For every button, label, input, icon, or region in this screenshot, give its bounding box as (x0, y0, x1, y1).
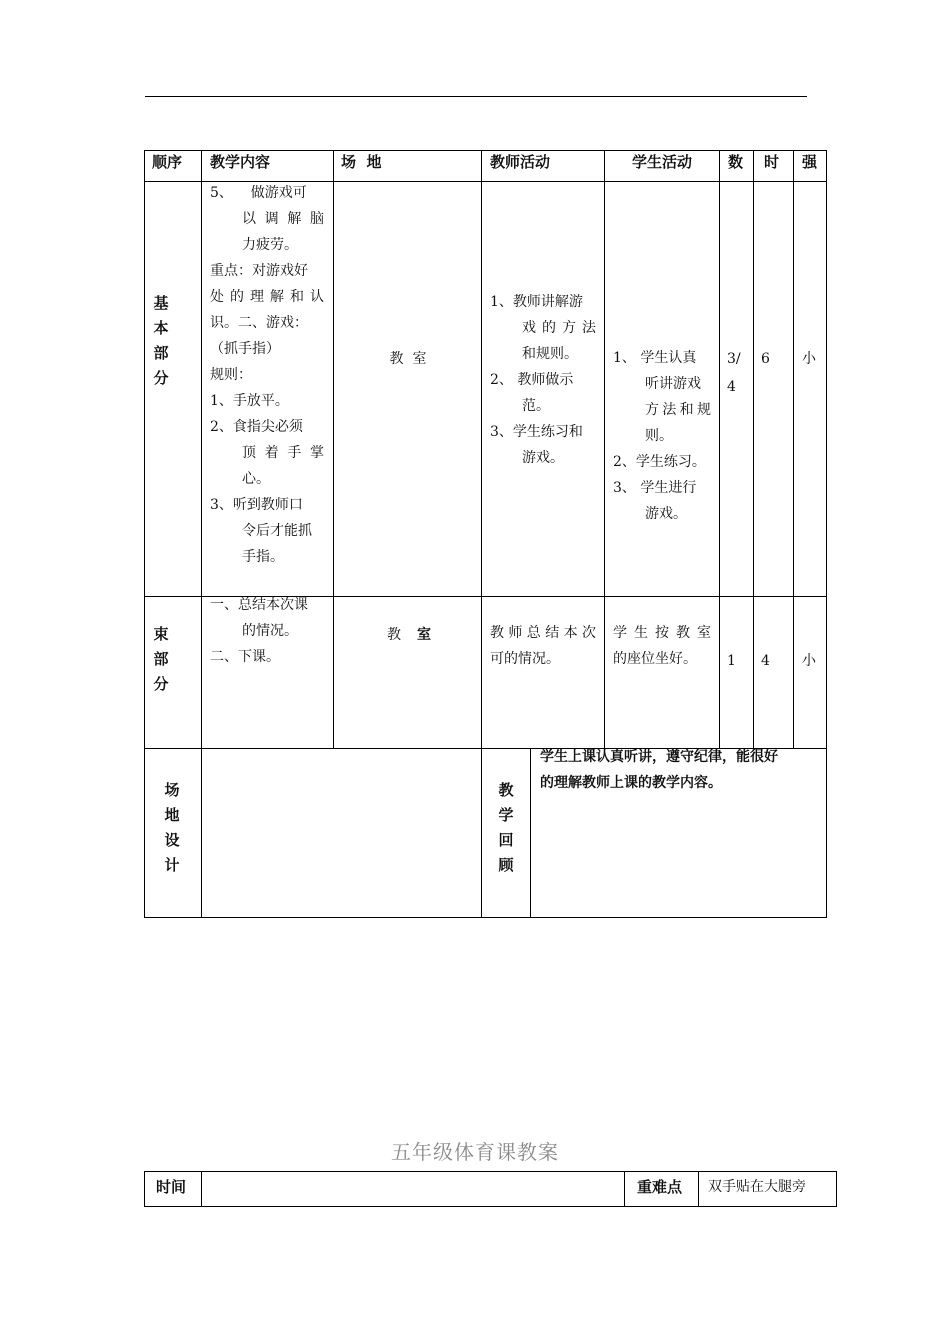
review-text: 学生上课认真听讲，遵守纪律，能很好 的理解教师上课的教学内容。 (540, 749, 778, 791)
end-teacher-lines (490, 620, 596, 672)
student-line: 1、 学生认真 (613, 350, 697, 366)
next-page-title: 五年级体育课教案 (391, 1140, 559, 1164)
content-line: 5、 做游戏可 (210, 185, 307, 201)
header-intensity: 强 (802, 153, 818, 171)
header-content: 教学内容 (210, 153, 271, 171)
review-label: 教 学 回 顾 (498, 781, 514, 874)
content-line: 识。二、游戏： (210, 315, 308, 331)
teacher-line: 范。 (522, 398, 550, 414)
content-line: （抓手指） (210, 341, 280, 357)
content-line: 心。 (242, 471, 270, 487)
content-line: 一、总结本次课 (210, 597, 308, 613)
content-line: 2、食指尖必须 (210, 419, 303, 435)
basic-count: 3/ 4 (727, 351, 741, 395)
content-line: 的情况。 (242, 623, 298, 639)
student-line: 2、学生练习。 (613, 454, 706, 470)
content-line: 力疲劳。 (242, 237, 298, 253)
end-section-label: 束 部 分 (153, 625, 169, 693)
content-line: 规则： (210, 367, 252, 383)
teacher-line: 和规则。 (522, 346, 578, 362)
basic-intensity: 小 (802, 351, 816, 367)
header-time: 时 (764, 153, 780, 171)
end-count: 1 (727, 653, 736, 669)
basic-student-lines (613, 345, 711, 527)
end-venue: 教 室 (387, 627, 431, 643)
content-line: 顶着手掌 (242, 445, 324, 461)
basic-content-lines (210, 180, 324, 570)
content-line: 处的理解和认 (210, 289, 324, 305)
teacher-line: 2、 教师做示 (490, 372, 574, 388)
student-line: 的座位坐好。 (613, 651, 697, 667)
content-line: 二、下课。 (210, 649, 280, 665)
next-key-value: 双手贴在大腿旁 (708, 1179, 806, 1195)
teacher-line: 可的情况。 (490, 651, 560, 667)
end-content-lines (210, 592, 324, 670)
content-line: 手指。 (242, 549, 284, 565)
student-line: 游戏。 (645, 506, 687, 522)
teacher-line: 游戏。 (522, 450, 564, 466)
basic-venue: 教 室 (389, 351, 427, 367)
content-line: 重点：对游戏好 (210, 263, 308, 279)
basic-time: 6 (761, 351, 770, 367)
content-line: 以调解脑 (242, 211, 324, 227)
content-line: 令后才能抓 (242, 523, 312, 539)
end-time: 4 (761, 653, 770, 669)
student-line: 方法和规 (645, 402, 711, 418)
next-time-label: 时间 (156, 1178, 187, 1196)
student-line: 听讲游戏 (645, 376, 701, 392)
end-student-lines (613, 620, 711, 672)
end-intensity: 小 (802, 653, 816, 669)
student-line: 3、 学生进行 (613, 480, 697, 496)
teacher-line: 教师总结本次 (490, 625, 596, 641)
next-key-label: 重难点 (637, 1178, 683, 1196)
basic-teacher-lines (490, 289, 596, 471)
header-count: 数 (728, 153, 744, 171)
student-line: 学生按教室 (613, 625, 711, 641)
design-section-label: 场 地 设 计 (164, 781, 180, 874)
student-line: 则。 (645, 428, 673, 444)
teacher-line: 1、教师讲解游 (490, 294, 583, 310)
header-student-activity: 学生活动 (632, 153, 693, 171)
content-line: 3、听到教师口 (210, 497, 303, 513)
header-order: 顺序 (152, 153, 183, 171)
header-teacher-activity: 教师活动 (490, 153, 551, 171)
header-rule (145, 96, 807, 97)
basic-section-label: 基 本 部 分 (153, 294, 169, 387)
content-line: 1、手放平。 (210, 393, 289, 409)
teacher-line: 3、学生练习和 (490, 424, 583, 440)
teacher-line: 戏的方法 (522, 320, 596, 336)
header-venue: 场 地 (341, 153, 382, 171)
